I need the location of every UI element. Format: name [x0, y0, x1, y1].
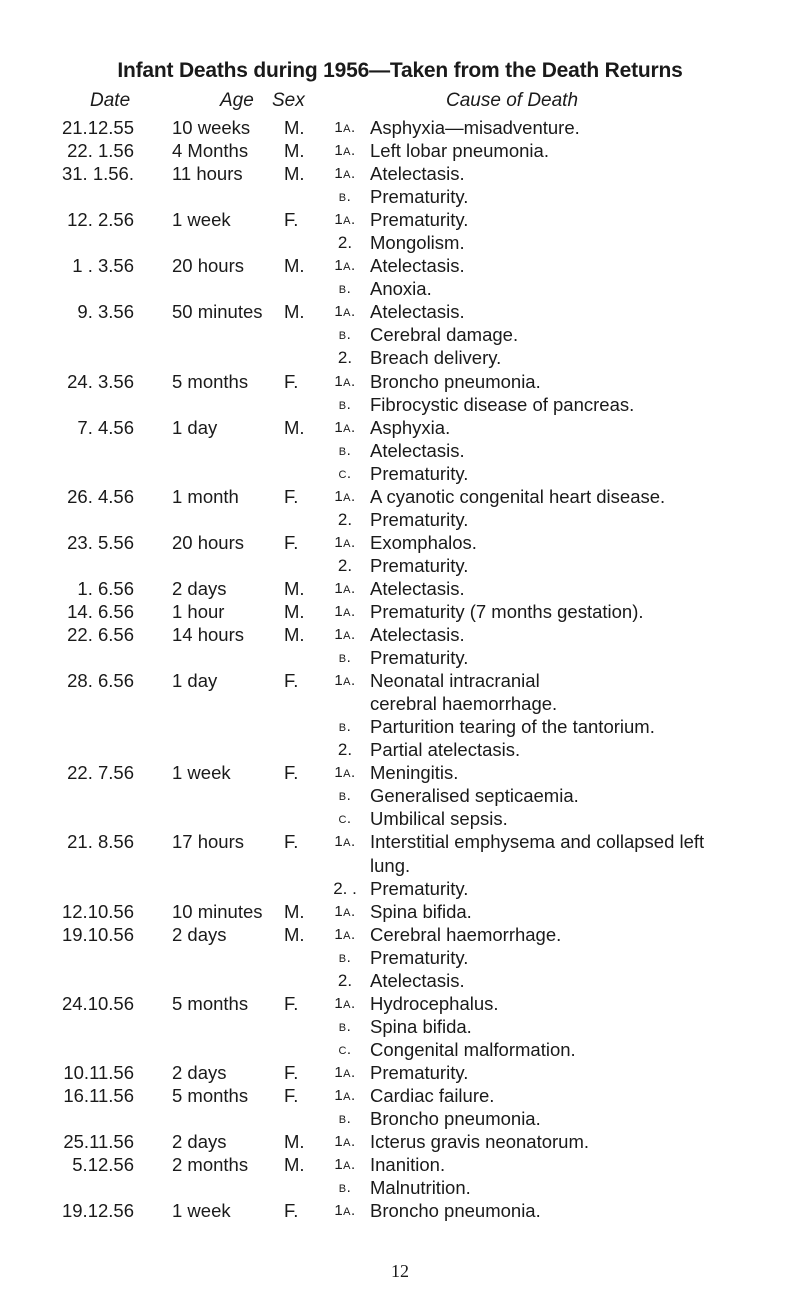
cell-age: 2 days — [172, 923, 227, 945]
cell-sex: F. — [284, 670, 299, 692]
table-row — [0, 577, 800, 600]
cell-sex: F. — [284, 762, 299, 784]
cell-age: 1 week — [172, 209, 231, 231]
cell-cause: Prematurity. — [370, 647, 469, 669]
cell-sex: M. — [284, 255, 305, 277]
table-row — [0, 1061, 800, 1084]
cell-code: b. — [338, 326, 352, 344]
table-row — [0, 854, 800, 877]
table-row — [0, 1084, 800, 1107]
cell-date: 21. 8.56 — [67, 831, 134, 853]
cell-code: 1a. — [334, 1133, 356, 1151]
cell-cause: Interstitial emphysema and collapsed left — [370, 831, 705, 853]
cell-code: 1a. — [334, 257, 356, 275]
cell-cause: Broncho pneumonia. — [370, 1108, 541, 1130]
cell-date: 22. 1.56 — [67, 140, 134, 162]
cell-cause: Broncho pneumonia. — [370, 1200, 541, 1222]
cell-cause: Icterus gravis neonatorum. — [370, 1131, 590, 1153]
cell-date: 10.11.56 — [63, 1061, 134, 1083]
cell-sex: F. — [284, 1084, 299, 1106]
table-row — [0, 554, 800, 577]
cell-date: 22. 7.56 — [67, 762, 134, 784]
table-row — [0, 1176, 800, 1199]
cell-cause: Atelectasis. — [370, 255, 465, 277]
cell-age: 1 month — [172, 485, 239, 507]
table-row — [0, 462, 800, 485]
cell-age: 1 hour — [172, 600, 225, 622]
cell-age: 2 days — [172, 1131, 227, 1153]
cell-age: 20 hours — [172, 531, 244, 553]
page-number: 12 — [391, 1261, 409, 1281]
cell-sex: M. — [284, 301, 305, 323]
cell-sex: M. — [284, 163, 305, 185]
cell-age: 20 hours — [172, 255, 244, 277]
cell-cause: Neonatal intracranial — [370, 670, 540, 692]
cell-age: 17 hours — [172, 831, 244, 853]
cell-code: b. — [338, 395, 352, 413]
cell-code: 1a. — [334, 626, 356, 644]
table-row — [0, 830, 800, 853]
cell-code: c. — [338, 464, 352, 482]
table-row — [0, 1199, 800, 1222]
table-row — [0, 738, 800, 761]
cell-code: 1a. — [334, 1086, 356, 1104]
cell-code: 1a. — [334, 1156, 356, 1174]
cell-sex: F. — [284, 209, 299, 231]
cell-code: b. — [338, 280, 352, 298]
cell-age: 5 months — [172, 370, 249, 392]
cell-code: b. — [338, 718, 352, 736]
cell-age: 2 days — [172, 1061, 227, 1083]
cell-age: 4 Months — [172, 140, 249, 162]
cell-cause: Hydrocephalus. — [370, 992, 499, 1014]
cell-age: 5 months — [172, 992, 249, 1014]
cell-age: 10 minutes — [172, 900, 263, 922]
cell-cause: Cerebral haemorrhage. — [370, 923, 562, 945]
cell-code: b. — [338, 787, 352, 805]
cell-code: 1a. — [334, 372, 356, 390]
cell-cause: Umbilical sepsis. — [370, 808, 508, 830]
cell-cause: Prematurity. — [370, 508, 469, 530]
table-row — [0, 715, 800, 738]
cell-code: c. — [338, 810, 352, 828]
cell-date: 16.11.56 — [63, 1084, 134, 1106]
cell-code: 2. — [337, 970, 353, 990]
cell-cause: Asphyxia—misadventure. — [370, 117, 580, 138]
cell-code: 2. — [337, 233, 353, 253]
cell-sex: M. — [284, 923, 305, 945]
table-row — [0, 393, 800, 416]
cell-age: 10 weeks — [172, 117, 251, 138]
table-row — [0, 116, 800, 139]
table-row — [0, 323, 800, 346]
cell-code: 1a. — [334, 303, 356, 321]
cell-date: 14. 6.56 — [67, 600, 134, 622]
cell-code: 1a. — [334, 925, 356, 943]
header-cause: Cause of Death — [446, 90, 579, 111]
cell-cause: Anoxia. — [370, 278, 432, 300]
cell-code: 2. — [337, 740, 353, 760]
cell-cause: cerebral haemorrhage. — [370, 693, 558, 715]
cell-date: 25.11.56 — [63, 1131, 134, 1153]
cell-code: b. — [338, 1017, 352, 1035]
cell-age: 14 hours — [172, 624, 244, 646]
table-row — [0, 669, 800, 692]
cell-code: 1a. — [334, 902, 356, 920]
cell-sex: M. — [284, 1154, 305, 1176]
table-row — [0, 877, 800, 900]
cell-sex: M. — [284, 140, 305, 162]
cell-date: 31. 1.56. — [61, 163, 134, 185]
cell-code: 1a. — [334, 579, 356, 597]
table-row — [0, 231, 800, 254]
table-row — [0, 1015, 800, 1038]
cell-date: 24. 3.56 — [67, 370, 134, 392]
table-row — [0, 139, 800, 162]
cell-code: b. — [338, 948, 352, 966]
table-row — [0, 346, 800, 369]
cell-code: 1a. — [334, 119, 356, 136]
cell-date: 23. 5.56 — [67, 531, 134, 553]
cell-code: 1a. — [334, 602, 356, 620]
cell-code: c. — [338, 1040, 352, 1058]
cell-code: 2. — [337, 509, 353, 529]
cell-cause: A cyanotic congenital heart disease. — [370, 485, 666, 507]
cell-cause: Exomphalos. — [370, 531, 477, 553]
cell-code: 1a. — [334, 833, 356, 851]
cell-sex: M. — [284, 900, 305, 922]
cell-cause: Atelectasis. — [370, 624, 465, 646]
cell-age: 50 minutes — [172, 301, 263, 323]
cell-cause: Cerebral damage. — [370, 324, 519, 346]
cell-cause: Parturition tearing of the tantorium. — [370, 716, 655, 738]
cell-cause: Prematurity. — [370, 209, 469, 231]
cell-code: 1a. — [334, 994, 356, 1012]
cell-sex: F. — [284, 485, 299, 507]
table-row — [0, 623, 800, 646]
cell-cause: Prematurity. — [370, 554, 469, 576]
cell-code: 1a. — [334, 487, 356, 505]
table-row — [0, 208, 800, 231]
cell-date: 5.12.56 — [72, 1154, 134, 1176]
cell-cause: Atelectasis. — [370, 439, 465, 461]
cell-cause: Left lobar pneumonia. — [370, 140, 549, 162]
cell-code: 1a. — [334, 418, 356, 436]
cell-date: 1. 6.56 — [77, 577, 134, 599]
header-age: Age — [220, 90, 254, 111]
table-row — [0, 646, 800, 669]
table-row — [0, 1107, 800, 1130]
cell-cause: Asphyxia. — [370, 416, 451, 438]
table-row — [0, 923, 800, 946]
cell-cause: Meningitis. — [370, 762, 459, 784]
cell-date: 7. 4.56 — [77, 416, 134, 438]
cell-code: b. — [338, 441, 352, 459]
document-title: Infant Deaths during 1956—Taken from the Death Returns — [117, 59, 683, 82]
table-row — [0, 1038, 800, 1061]
cell-cause: Prematurity. — [370, 1061, 469, 1083]
cell-date: 21.12.55 — [61, 117, 134, 138]
cell-cause: Spina bifida. — [370, 900, 472, 922]
table-row — [0, 692, 800, 715]
table-row — [0, 254, 800, 277]
cell-cause: Atelectasis. — [370, 301, 465, 323]
cell-code: b. — [338, 1110, 352, 1128]
cell-cause: Spina bifida. — [370, 1015, 472, 1037]
cell-cause: Inanition. — [370, 1154, 446, 1176]
cell-code: 1a. — [334, 672, 356, 690]
cell-age: 1 day — [172, 416, 218, 438]
cell-sex: F. — [284, 1200, 299, 1222]
table-row — [0, 277, 800, 300]
header-sex: Sex — [272, 90, 305, 111]
cell-cause: Mongolism. — [370, 232, 465, 254]
cell-age: 1 week — [172, 1200, 231, 1222]
table-row — [0, 807, 800, 830]
cell-cause: Prematurity (7 months gestation). — [370, 600, 644, 622]
cell-sex: M. — [284, 624, 305, 646]
cell-sex: F. — [284, 831, 299, 853]
table-row — [0, 969, 800, 992]
table-row — [0, 508, 800, 531]
cell-cause: Prematurity. — [370, 462, 469, 484]
header-date: Date — [90, 90, 131, 111]
table-row — [0, 784, 800, 807]
cell-sex: F. — [284, 992, 299, 1014]
cell-date: 1 . 3.56 — [72, 255, 134, 277]
cell-date: 12. 2.56 — [67, 209, 134, 231]
cell-sex: M. — [284, 1131, 305, 1153]
table-row — [0, 761, 800, 784]
cell-cause: Prematurity. — [370, 877, 469, 899]
cell-cause: Atelectasis. — [370, 577, 465, 599]
table-row — [0, 300, 800, 323]
cell-cause: Malnutrition. — [370, 1177, 471, 1199]
cell-age: 2 months — [172, 1154, 249, 1176]
cell-code: 1a. — [334, 1202, 356, 1220]
cell-sex: F. — [284, 531, 299, 553]
cell-sex: F. — [284, 370, 299, 392]
table-row — [0, 946, 800, 969]
cell-code: 1a. — [334, 533, 356, 551]
cell-date: 28. 6.56 — [67, 670, 134, 692]
cell-cause: Breach delivery. — [370, 347, 502, 369]
cell-sex: M. — [284, 600, 305, 622]
cell-age: 11 hours — [172, 163, 243, 185]
cell-code: 1a. — [334, 165, 356, 183]
cell-cause: Generalised septicaemia. — [370, 785, 579, 807]
table-row — [0, 162, 800, 185]
table-row — [0, 370, 800, 393]
cell-code: 1a. — [334, 142, 356, 160]
cell-sex: M. — [284, 117, 305, 138]
cell-date: 26. 4.56 — [67, 485, 134, 507]
table-row — [0, 439, 800, 462]
cell-age: 2 days — [172, 577, 227, 599]
table-row — [0, 600, 800, 623]
cell-code: b. — [338, 1179, 352, 1197]
cell-code: 2. . — [333, 878, 357, 898]
cell-sex: F. — [284, 1061, 299, 1083]
cell-code: 1a. — [334, 211, 356, 229]
table-row — [0, 185, 800, 208]
cell-date: 19.10.56 — [61, 923, 134, 945]
cell-date: 19.12.56 — [61, 1200, 134, 1222]
deaths-table — [0, 116, 800, 1222]
cell-date: 12.10.56 — [61, 900, 134, 922]
cell-cause: Prematurity. — [370, 946, 469, 968]
cell-code: 1a. — [334, 1063, 356, 1081]
cell-cause: Broncho pneumonia. — [370, 370, 541, 392]
table-row — [0, 1153, 800, 1176]
cell-cause: Atelectasis. — [370, 969, 465, 991]
table-row — [0, 992, 800, 1015]
cell-cause: Atelectasis. — [370, 163, 465, 185]
table-row — [0, 900, 800, 923]
cell-age: 5 months — [172, 1084, 249, 1106]
cell-age: 1 week — [172, 762, 231, 784]
cell-cause: Congenital malformation. — [370, 1038, 576, 1060]
cell-cause: Prematurity. — [370, 186, 469, 208]
cell-code: 2. — [337, 348, 353, 368]
table-row — [0, 416, 800, 439]
cell-cause: Partial atelectasis. — [370, 739, 521, 761]
cell-code: b. — [338, 188, 352, 206]
cell-date: 9. 3.56 — [77, 301, 134, 323]
cell-sex: M. — [284, 577, 305, 599]
cell-sex: M. — [284, 416, 305, 438]
table-row — [0, 1130, 800, 1153]
cell-cause: lung. — [370, 854, 411, 876]
cell-date: 22. 6.56 — [67, 624, 134, 646]
table-row — [0, 485, 800, 508]
cell-age: 1 day — [172, 670, 218, 692]
cell-cause: Cardiac failure. — [370, 1084, 495, 1106]
table-row — [0, 531, 800, 554]
cell-date: 24.10.56 — [61, 992, 134, 1014]
cell-code: 2. — [337, 555, 353, 575]
cell-code: 1a. — [334, 764, 356, 782]
cell-cause: Fibrocystic disease of pancreas. — [370, 393, 635, 415]
cell-code: b. — [338, 649, 352, 667]
